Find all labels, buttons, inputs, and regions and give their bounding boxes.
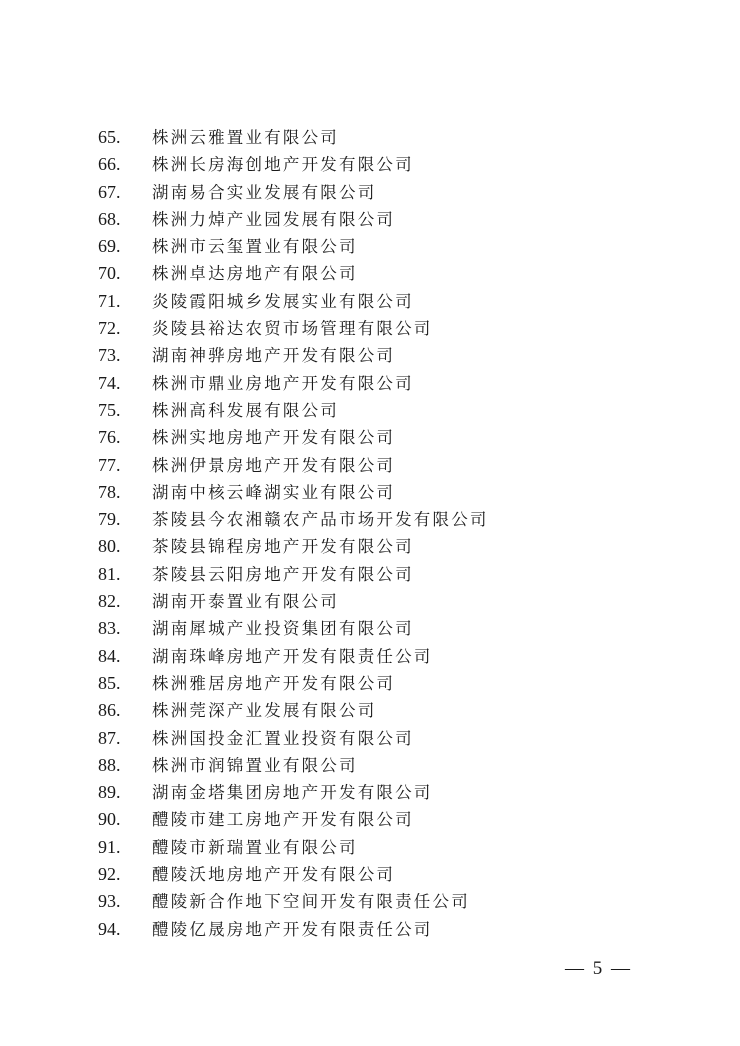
company-name: 湖南中核云峰湖实业有限公司: [152, 482, 396, 502]
company-name: 株洲市云玺置业有限公司: [152, 237, 358, 257]
item-number: 91.: [98, 836, 121, 857]
list-item: [98, 452, 489, 479]
item-number: 65.: [98, 127, 121, 147]
list-item: [98, 888, 489, 915]
company-name: 醴陵沃地房地产开发有限公司: [152, 865, 396, 885]
company-name: 株洲雅居房地产开发有限公司: [152, 673, 396, 693]
company-name: 湖南神骅房地产开发有限公司: [152, 346, 396, 366]
company-name: 株洲市鼎业房地产开发有限公司: [152, 373, 414, 393]
item-number: 86.: [98, 700, 121, 721]
company-name: 株洲长房海创地产开发有限公司: [152, 155, 414, 175]
item-number: 73.: [98, 345, 121, 366]
company-name: 醴陵亿晟房地产开发有限责任公司: [152, 919, 433, 939]
item-number: 87.: [98, 727, 121, 748]
company-name: 湖南易合实业发展有限公司: [152, 182, 377, 202]
company-name: 醴陵市新瑞置业有限公司: [152, 837, 358, 857]
list-item: [98, 806, 489, 833]
list-item: [98, 179, 489, 206]
company-name: 株洲力焯产业园发展有限公司: [152, 209, 396, 229]
list-item: [98, 697, 489, 724]
list-item: [98, 561, 489, 588]
company-name: 株洲卓达房地产有限公司: [152, 264, 358, 284]
item-number: 81.: [98, 563, 121, 584]
item-number: 67.: [98, 181, 121, 202]
item-number: 83.: [98, 618, 121, 639]
list-item: [98, 233, 489, 260]
item-number: 88.: [98, 754, 121, 775]
list-item: [98, 533, 489, 560]
item-number: 93.: [98, 891, 121, 912]
item-number: 89.: [98, 782, 121, 803]
list-item: [98, 916, 489, 943]
list-item: [98, 397, 489, 424]
item-number: 66.: [98, 154, 121, 175]
list-item: [98, 834, 489, 861]
item-number: 70.: [98, 263, 121, 284]
list-item: [98, 779, 489, 806]
company-list: [98, 124, 489, 943]
list-item: [98, 643, 489, 670]
company-name: 炎陵霞阳城乡发展实业有限公司: [152, 291, 414, 311]
list-item: [98, 124, 489, 151]
company-name: 株洲实地房地产开发有限公司: [152, 428, 396, 448]
list-item: [98, 424, 489, 451]
item-number: 77.: [98, 454, 121, 475]
item-number: 80.: [98, 536, 121, 557]
item-number: 79.: [98, 509, 121, 530]
item-number: 82.: [98, 591, 121, 612]
item-number: 69.: [98, 236, 121, 257]
company-name: 株洲伊景房地产开发有限公司: [152, 455, 396, 475]
list-item: [98, 752, 489, 779]
company-name: 湖南开泰置业有限公司: [152, 592, 339, 612]
item-number: 78.: [98, 481, 121, 502]
list-item: [98, 861, 489, 888]
page-number: — 5 —: [565, 958, 632, 979]
company-name: 茶陵县云阳房地产开发有限公司: [152, 564, 414, 584]
company-name: 株洲云雅置业有限公司: [152, 128, 339, 147]
company-name: 醴陵新合作地下空间开发有限责任公司: [152, 892, 470, 912]
list-item: [98, 206, 489, 233]
item-number: 75.: [98, 399, 121, 420]
item-number: 71.: [98, 290, 121, 311]
company-name: 株洲国投金汇置业投资有限公司: [152, 728, 414, 748]
item-number: 90.: [98, 809, 121, 830]
company-name: 株洲市润锦置业有限公司: [152, 755, 358, 775]
list-item: [98, 506, 489, 533]
company-name: 醴陵市建工房地产开发有限公司: [152, 810, 414, 830]
item-number: 84.: [98, 645, 121, 666]
company-name: 炎陵县裕达农贸市场管理有限公司: [152, 319, 433, 339]
list-item: [98, 725, 489, 752]
item-number: 76.: [98, 427, 121, 448]
item-number: 72.: [98, 318, 121, 339]
list-item: [98, 370, 489, 397]
item-number: 92.: [98, 864, 121, 885]
list-item: [98, 615, 489, 642]
list-item: [98, 288, 489, 315]
item-number: 74.: [98, 372, 121, 393]
item-number: 68.: [98, 208, 121, 229]
company-name: 株洲高科发展有限公司: [152, 400, 339, 420]
list-item: [98, 588, 489, 615]
list-item: [98, 670, 489, 697]
company-name: 茶陵县今农湘赣农产品市场开发有限公司: [152, 510, 489, 530]
company-name: 湖南金塔集团房地产开发有限公司: [152, 783, 433, 803]
list-item: [98, 260, 489, 287]
company-name: 湖南犀城产业投资集团有限公司: [152, 619, 414, 639]
company-name: 茶陵县锦程房地产开发有限公司: [152, 537, 414, 557]
list-item: [98, 342, 489, 369]
company-name: 株洲莞深产业发展有限公司: [152, 701, 377, 721]
list-item: [98, 315, 489, 342]
list-item: [98, 151, 489, 178]
item-number: 94.: [98, 918, 121, 939]
item-number: 85.: [98, 672, 121, 693]
list-item: [98, 479, 489, 506]
company-name: 湖南珠峰房地产开发有限责任公司: [152, 646, 433, 666]
